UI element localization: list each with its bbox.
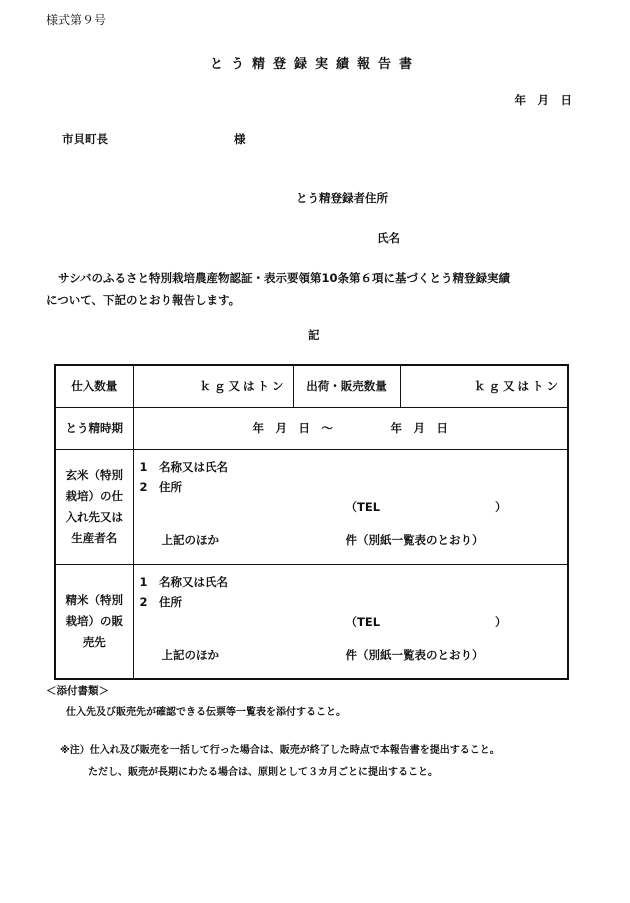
seimai-label-line: 精米（特別 <box>65 592 123 607</box>
purchase-qty-field[interactable]: ｋｇ又はトン <box>133 365 293 407</box>
genmai-tel: （TEL ） <box>345 500 507 514</box>
registrant-address-label: とう精登録者住所 <box>296 191 388 205</box>
shipment-qty-label: 出荷・販売数量 <box>293 365 400 407</box>
attachments-heading: ＜添付書類＞ <box>46 685 109 697</box>
addressee: 市貝町長 <box>62 132 108 146</box>
purchase-qty-label: 仕入数量 <box>55 365 133 407</box>
genmai-label <box>55 449 133 564</box>
seimai-count: 件（別紙一覧表のとおり） <box>345 647 484 662</box>
seimai-label-line: 売先 <box>82 634 106 649</box>
caution-line-1: ※注）仕入れ及び販売を一括して行った場合は、販売が終了した時点で本報告書を提出すること。 <box>60 745 500 756</box>
seimai-details-field[interactable] <box>133 564 568 679</box>
period-field[interactable]: 年 月 日 ～ 年 月 日 <box>133 407 568 449</box>
seimai-other: 上記のほか <box>161 647 219 662</box>
genmai-item-address: 2 住所 <box>139 480 183 494</box>
genmai-label-line: 生産者名 <box>71 530 118 545</box>
period-label: とう精時期 <box>55 407 133 449</box>
genmai-other: 上記のほか <box>161 533 219 547</box>
seimai-tel: （TEL ） <box>345 614 507 629</box>
genmai-count: 件（別紙一覧表のとおり） <box>345 533 484 547</box>
shipment-qty-field[interactable]: ｋｇ又はトン <box>400 365 568 407</box>
genmai-item-name: 1 名称又は氏名 <box>139 460 229 474</box>
caution-line-2: ただし、販売が長期にわたる場合は、原則として３カ月ごとに提出すること。 <box>88 767 438 778</box>
honorific: 様 <box>234 132 246 146</box>
ki-heading: 記 <box>308 328 320 342</box>
page-title: とう精登録実績報告書 <box>209 57 420 72</box>
report-date: 年 月 日 <box>514 93 572 107</box>
genmai-details-field[interactable] <box>133 449 568 564</box>
genmai-label-line: 栽培）の仕 <box>65 488 123 503</box>
seimai-item-address: 2 住所 <box>139 594 183 609</box>
attachments-text: 仕入先及び販売先が確認できる伝票等一覧表を添付すること。 <box>66 707 346 718</box>
genmai-label-line: 玄米（特別 <box>65 467 123 482</box>
body-paragraph <box>46 267 586 311</box>
report-table <box>54 364 569 680</box>
body-line-2: について、下記のとおり報告します。 <box>46 293 241 307</box>
form-number: 様式第９号 <box>46 13 107 27</box>
registrant-name-label: 氏名 <box>377 231 400 245</box>
seimai-label <box>55 564 133 679</box>
seimai-item-name: 1 名称又は氏名 <box>139 574 229 589</box>
body-line-1: サシバのふるさと特別栽培農産物認証・表示要領第10条第６項に基づくとう精登録実績 <box>58 271 510 285</box>
genmai-label-line: 入れ先又は <box>65 509 123 524</box>
seimai-label-line: 栽培）の販 <box>65 613 123 628</box>
